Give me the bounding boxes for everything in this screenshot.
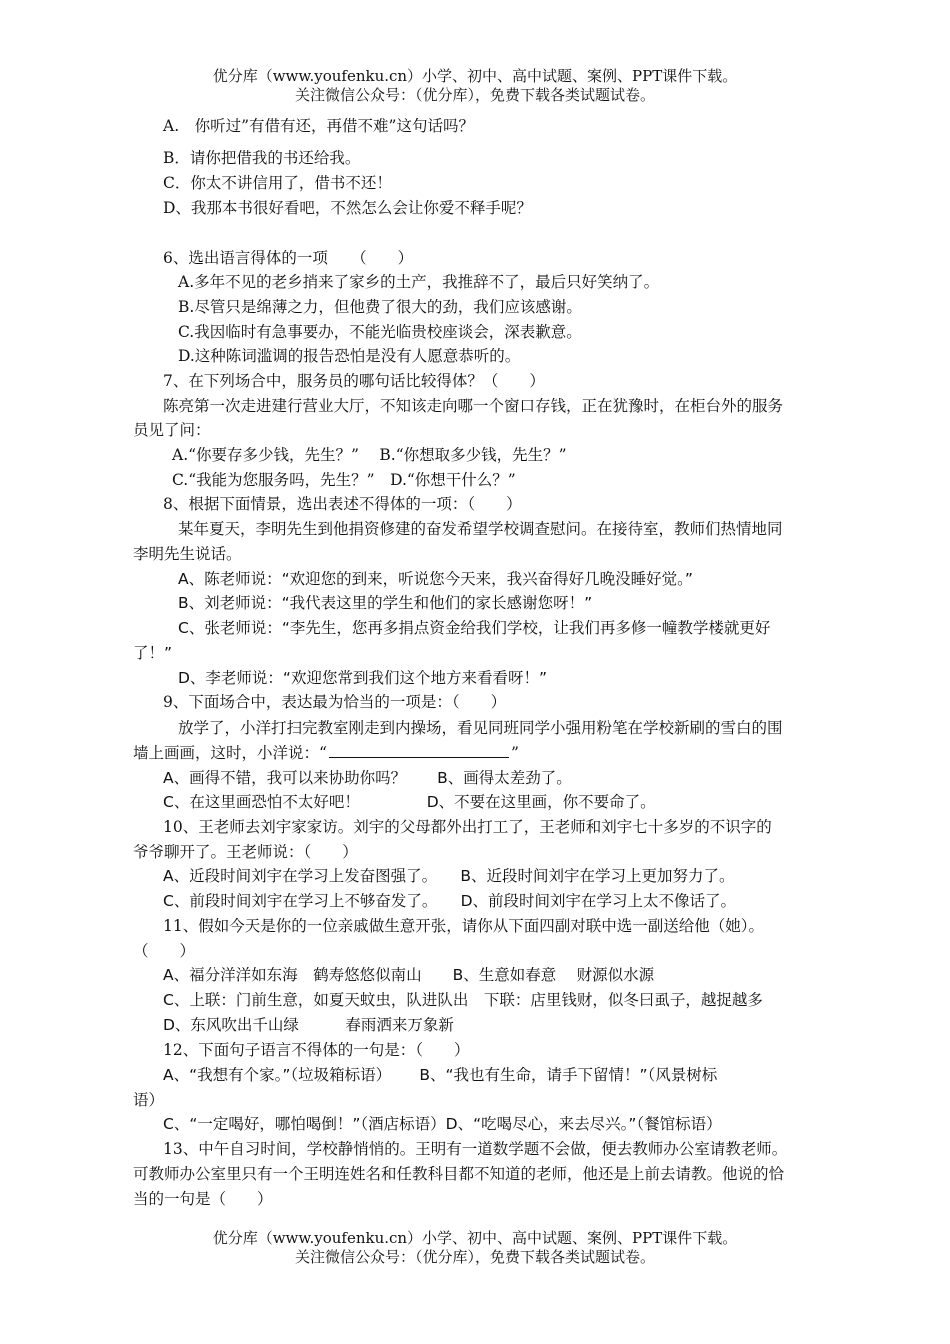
page-footer	[0, 1229, 950, 1267]
q8-context-line-1: 某年夏天，李明先生到他捐资修建的奋发希望学校调查慰问。在接待室，教师们热情地同	[178, 520, 783, 538]
q8-context-line-2: 李明先生说话。	[133, 545, 242, 563]
q7-stem: 7、在下列场合中，服务员的哪句话比较得体？（ ）	[163, 372, 545, 390]
q10-stem-line-1: 10、王老师去刘宇家家访。刘宇的父母都外出打工了，王老师和刘宇七十多岁的不识字的	[163, 818, 772, 836]
q9-options-cd: C、在这里画恐怕不太好吧！ D、不要在这里画，你不要命了。	[163, 793, 656, 811]
q13-stem-line-3: 当的一句是（ ）	[133, 1190, 273, 1208]
q11-option-c: C、上联：门前生意，如夏天蚊虫，队进队出 下联：店里钱财，似冬曰虱子，越捉越多	[163, 991, 763, 1009]
q5-option-d: D、我那本书很好看吧，不然怎么会让你爱不释手呢？	[163, 199, 532, 217]
q9-context-prefix: 墙上画画，这时，小洋说：“	[133, 744, 327, 762]
header-line-1: 优分库（www.youfenku.cn）小学、初中、高中试题、案例、PPT课件下载。	[212, 67, 738, 85]
q9-answer-blank	[329, 743, 509, 758]
q8-option-b: B、刘老师说：“我代表这里的学生和他们的家长感谢您呀！”	[178, 594, 593, 612]
q12-stem: 12、下面句子语言不得体的一句是：（ ）	[163, 1041, 470, 1059]
q6-stem: 6、选出语言得体的一项 （ ）	[163, 249, 414, 267]
q9-options-ab: A、画得不错，我可以来协助你吗？ B、画得太差劲了。	[163, 769, 572, 787]
footer-line-1: 优分库（www.youfenku.cn）小学、初中、高中试题、案例、PPT课件下载。	[212, 1229, 738, 1247]
q5-option-b: B．请你把借我的书还给我。	[163, 149, 361, 167]
q9-context-suffix: ”	[510, 744, 519, 762]
q12-options-cd: C、“一定喝好，哪怕喝倒！”（酒店标语）D、“吃喝尽心，来去尽兴。”（餐馆标语）	[163, 1115, 722, 1133]
q10-options-cd: C、前段时间刘宇在学习上不够奋发了。 D、前段时间刘宇在学习上太不像话了。	[163, 892, 737, 910]
q7-context-line-2: 员见了问：	[133, 421, 211, 439]
q11-stem-line-1: 11、假如今天是你的一位亲戚做生意开张，请你从下面四副对联中选一副送给他（她）。	[163, 917, 764, 935]
q8-option-c-line-1: C、张老师说：“李先生，您再多捐点资金给我们学校，让我们再多修一幢教学楼就更好	[178, 619, 771, 637]
q7-options-ab: A.“你要存多少钱，先生？” B.“你想取多少钱，先生？”	[172, 446, 567, 464]
q12-options-ab-line-1: A、“我想有个家。”（垃圾箱标语） B、“我也有生命，请手下留情！”（风景树标	[163, 1066, 718, 1084]
q10-stem-line-2: 爷爷聊开了。王老师说：（ ）	[133, 843, 358, 861]
q11-stem-line-2: （ ）	[133, 942, 196, 960]
q8-option-c-line-2: 了！”	[133, 644, 173, 662]
q13-stem-line-1: 13、中午自习时间，学校静悄悄的。王明有一道数学题不会做，便去教师办公室请教老师。	[163, 1140, 788, 1158]
q6-option-a: A.多年不见的老乡捎来了家乡的土产，我推辞不了，最后只好笑纳了。	[178, 273, 660, 291]
q13-stem-line-2: 可教师办公室里只有一个王明连姓名和任教科目都不知道的老师，他还是上前去请教。他说的恰	[133, 1165, 785, 1183]
q11-options-ab: A、福分洋洋如东海 鹤寿悠悠似南山 B、生意如春意 财源似水源	[163, 966, 655, 984]
q12-options-ab-line-2: 语）	[133, 1091, 165, 1109]
q6-option-b: B.尽管只是绵薄之力，但他费了很大的劲，我们应该感谢。	[178, 298, 582, 316]
q9-stem: 9、下面场合中，表达最为恰当的一项是：（ ）	[163, 693, 507, 711]
q9-context-line-1: 放学了，小洋打扫完教室刚走到内操场，看见同班同学小强用粉笔在学校新刷的雪白的围	[178, 719, 783, 737]
q7-context-line-1: 陈亮第一次走进建行营业大厅，不知该走向哪一个窗口存钱，正在犹豫时，在柜台外的服务	[163, 397, 784, 415]
footer-line-2: 关注微信公众号：（优分库），免费下载各类试题试卷。	[294, 1248, 655, 1266]
q7-options-cd: C.“我能为您服务吗，先生？” D.“你想干什么？”	[172, 471, 516, 489]
q8-option-a: A、陈老师说：“欢迎您的到来，听说您今天来，我兴奋得好几晚没睡好觉。”	[178, 570, 693, 588]
q11-option-d: D、东风吹出千山绿 春雨洒来万象新	[163, 1016, 454, 1034]
q9-context-line-2	[133, 741, 519, 765]
q5-option-a: A. 你听过”有借有还，再借不难”这句话吗？	[163, 117, 474, 135]
q10-options-ab: A、近段时间刘宇在学习上发奋图强了。 B、近段时间刘宇在学习上更加努力了。	[163, 867, 735, 885]
q8-option-d: D、李老师说：“欢迎您常到我们这个地方来看看呀！”	[178, 669, 547, 687]
page-header	[0, 67, 950, 105]
q8-stem: 8、根据下面情景，选出表述不得体的一项：（ ）	[163, 495, 522, 513]
q6-option-c: C.我因临时有急事要办，不能光临贵校座谈会，深表歉意。	[178, 323, 582, 341]
q5-option-c: C．你太不讲信用了，借书不还！	[163, 174, 392, 192]
header-line-2: 关注微信公众号：（优分库），免费下载各类试题试卷。	[294, 86, 655, 104]
q6-option-d: D.这种陈词滥调的报告恐怕是没有人愿意恭听的。	[178, 347, 521, 365]
